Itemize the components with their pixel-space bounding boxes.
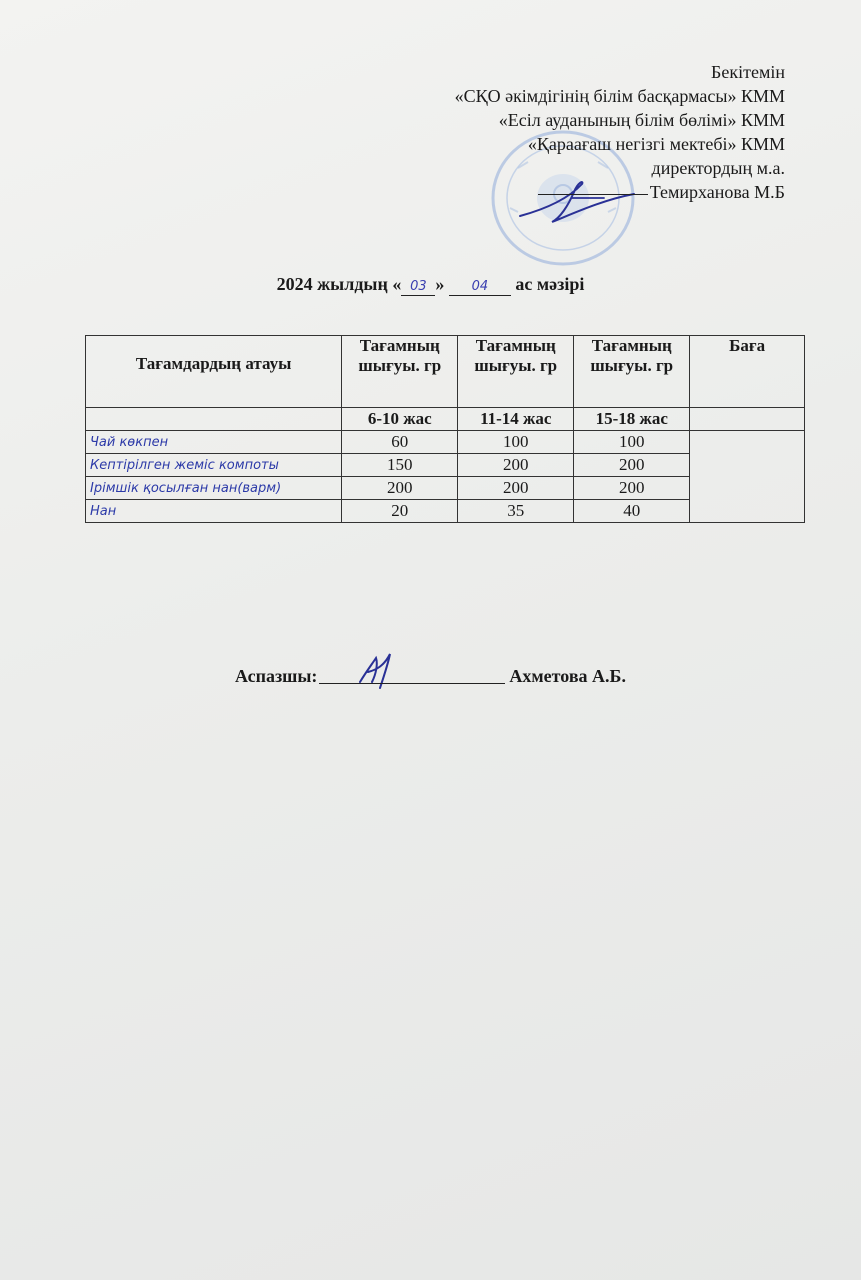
cook-signature-line <box>319 683 505 684</box>
portion-value: 100 <box>574 431 690 454</box>
header-output-6-10: Тағамның шығуы. гр <box>342 336 458 408</box>
header-output-11-14: Тағамның шығуы. гр <box>458 336 574 408</box>
age-group: 15-18 жас <box>574 408 690 431</box>
header-price: Баға <box>690 336 805 408</box>
portion-value: 100 <box>458 431 574 454</box>
price-cell <box>690 431 805 523</box>
header-output-15-18: Тағамның шығуы. гр <box>574 336 690 408</box>
table-row <box>86 431 805 454</box>
portion-value: 200 <box>574 477 690 500</box>
menu-title-quote: » <box>435 274 445 294</box>
portion-value: 150 <box>342 454 458 477</box>
food-name: Кептірілген жеміс компоты <box>86 454 342 477</box>
cook-label: Аспазшы: <box>235 666 318 686</box>
approval-line: «СҚО әкімдігінің білім басқармасы» КММ <box>454 86 785 106</box>
portion-value: 200 <box>458 477 574 500</box>
portion-value: 200 <box>458 454 574 477</box>
age-row-price-empty <box>690 408 805 431</box>
director-name: Темирханова М.Б <box>455 180 785 204</box>
table-header-row <box>86 336 805 408</box>
header-food-name: Тағамдардың атауы <box>86 336 342 408</box>
food-name: Ірімшік қосылған нан(варм) <box>86 477 342 500</box>
portion-value: 20 <box>342 500 458 523</box>
food-name: Чай көкпен <box>86 431 342 454</box>
portion-value: 60 <box>342 431 458 454</box>
approval-line: директордың м.а. <box>651 158 785 178</box>
menu-table <box>85 335 805 523</box>
portion-value: 200 <box>574 454 690 477</box>
cook-name: Ахметова А.Б. <box>509 666 626 686</box>
cook-line <box>0 666 861 687</box>
food-name: Нан <box>86 500 342 523</box>
approval-line: Бекітемін <box>711 62 785 82</box>
menu-month: 04 <box>449 279 511 296</box>
approval-line: «Қараағаш негізгі мектебі» КММ <box>527 134 785 154</box>
menu-title-suffix: ас мәзірі <box>515 274 585 294</box>
portion-value: 200 <box>342 477 458 500</box>
table-age-row <box>86 408 805 431</box>
menu-title <box>0 274 861 296</box>
portion-value: 35 <box>458 500 574 523</box>
age-row-empty <box>86 408 342 431</box>
menu-title-prefix: 2024 жылдың « <box>276 274 402 294</box>
age-group: 6-10 жас <box>342 408 458 431</box>
portion-value: 40 <box>574 500 690 523</box>
approval-block <box>455 60 785 204</box>
age-group: 11-14 жас <box>458 408 574 431</box>
approval-line: «Есіл ауданының білім бөлімі» КММ <box>498 110 785 130</box>
menu-day: 03 <box>401 279 435 296</box>
